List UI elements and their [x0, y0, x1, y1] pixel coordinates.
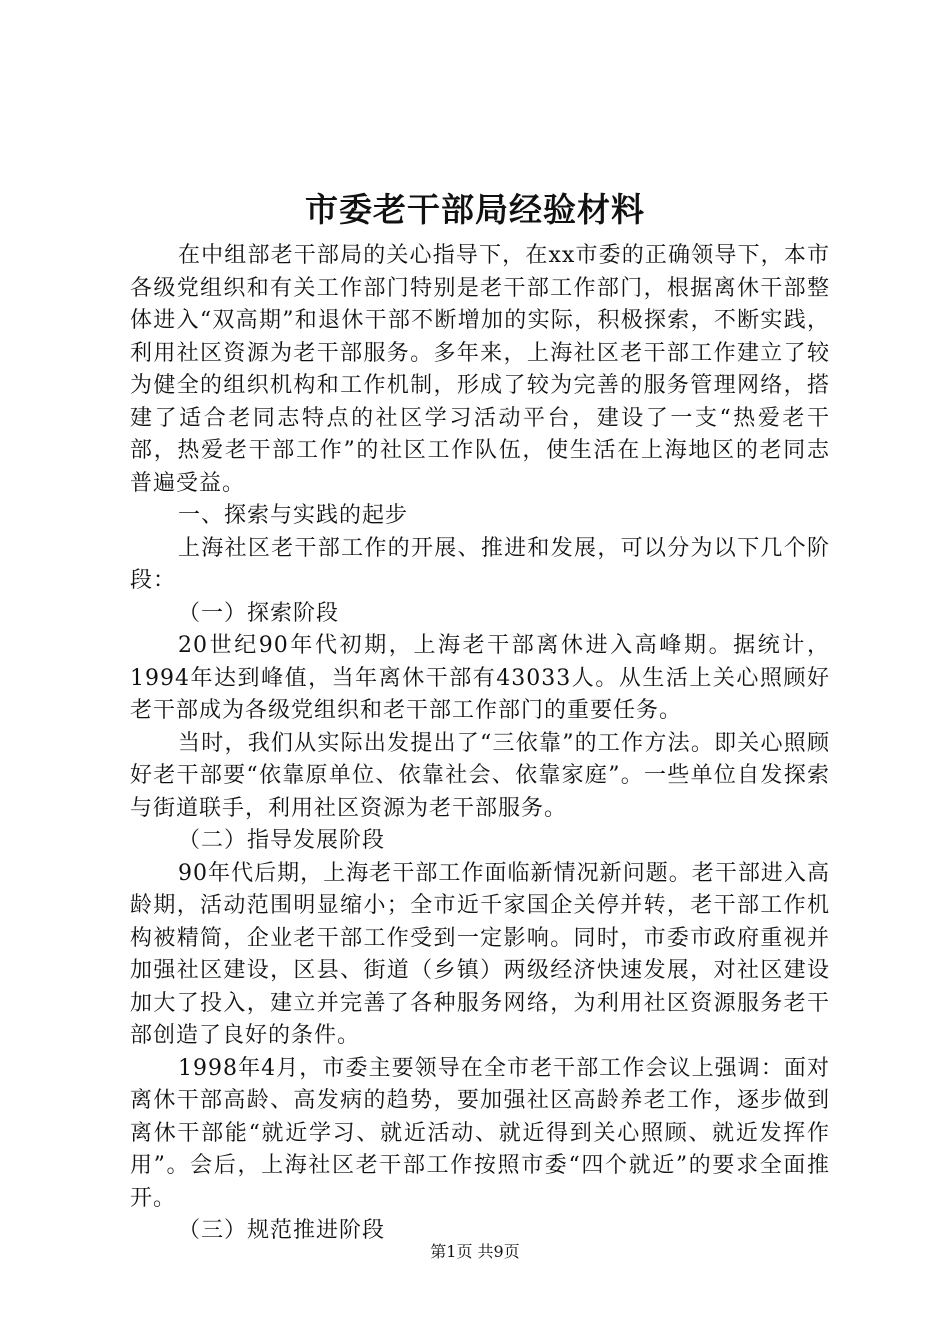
body-paragraph: 20世纪90年代初期，上海老干部离休进入高峰期。据统计，1994年达到峰值，当年离休干部有43033人。从生活上关心照顾好老干部成为各级党组织和老干部工作部门的重要任务。: [130, 633, 830, 723]
body-paragraph: 90年代后期，上海老干部工作面临新情况新问题。老干部进入高龄期，活动范围明显缩小；全市近千家国企关停并转，老干部工作机构被精简，企业老干部工作受到一定影响。同时，市委市政府重视并加强社区建设，区县、街道（乡镇）两级经济快速发展，对社区建设加大了投入，建立并完善了各种服务网络，为利用社区资源服务老干部创造了良好的条件。: [130, 860, 830, 1048]
document-title: 市委老干部局经验材料: [305, 190, 645, 229]
page-number-footer: 第1页 共9页: [430, 1242, 520, 1261]
section-heading: 一、探索与实践的起步: [178, 503, 409, 528]
subsection-heading-1: （一）探索阶段: [178, 600, 340, 626]
intro-paragraph: 在中组部老干部局的关心指导下，在xx市委的正确领导下，本市各级党组织和有关工作部门特别是老干部工作部门，根据离休干部整体进入“双高期”和退休干部不断增加的实际，积极探索，不断实践，利用社区资源为老干部服务。多年来，上海社区老干部工作建立了较为健全的组织机构和工作机制，形成了较为完善的服务管理网络，搭建了适合老同志特点的社区学习活动平台，建设了一支“热爱老干部，热爱老干部工作”的社区工作队伍，使生活在上海地区的老同志普遍受益。: [130, 243, 830, 496]
subsection-heading-3: （三）规范推进阶段: [178, 1218, 386, 1243]
body-paragraph: 1998年4月，市委主要领导在全市老干部工作会议上强调：面对离休干部高龄、高发病的趋势，要加强社区高龄养老工作，逐步做到离休干部能“就近学习、就近活动、就近得到关心照顾、就近发挥作用”。会后，上海社区老干部工作按照市委“四个就近”的要求全面推开。: [130, 1055, 830, 1211]
body-paragraph: 当时，我们从实际出发提出了“三依靠”的工作方法。即关心照顾好老干部要“依靠原单位、依靠社会、依靠家庭”。一些单位自发探索与街道联手，利用社区资源为老干部服务。: [130, 730, 830, 821]
subsection-heading-2: （二）指导发展阶段: [178, 828, 386, 853]
document-body: [130, 240, 830, 1248]
section-paragraph: 上海社区老干部工作的开展、推进和发展，可以分为以下几个阶段：: [130, 535, 830, 593]
